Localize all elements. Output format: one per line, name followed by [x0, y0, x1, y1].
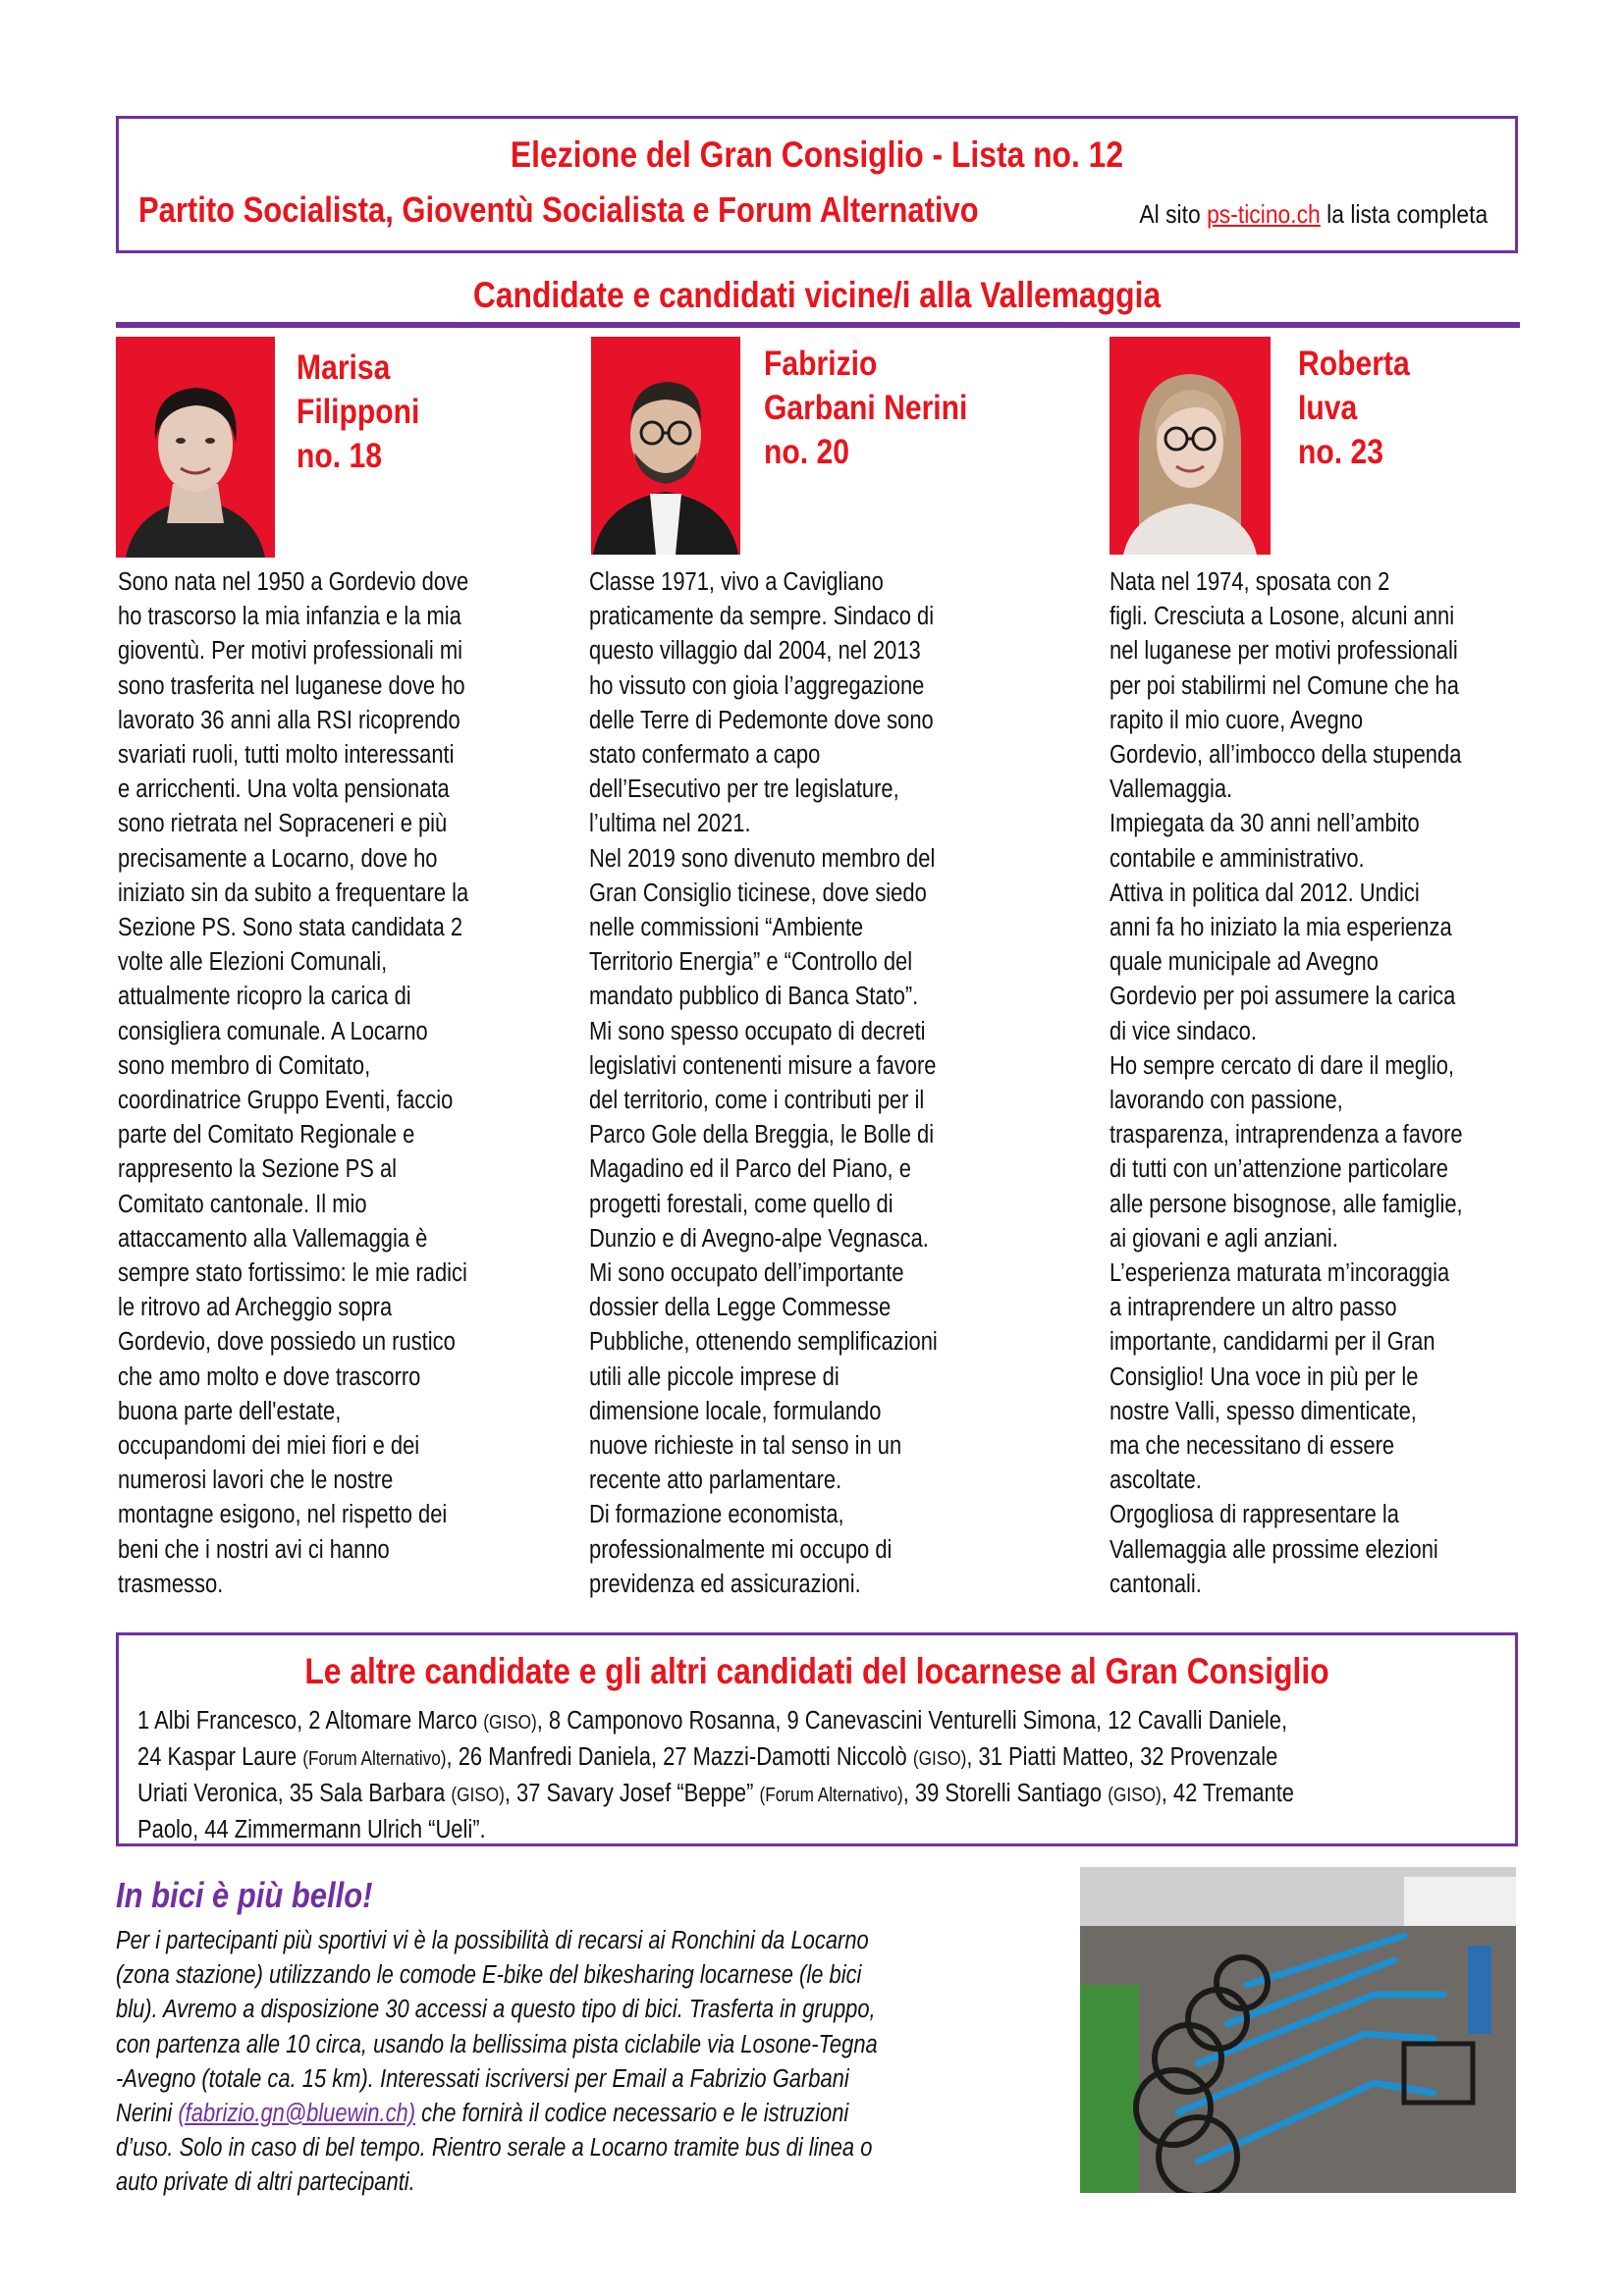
header-subtitle-row [138, 189, 1505, 231]
bici-line: Per i partecipanti più sportivi vi è la possibilità di recarsi ai Ronchini da Locarno [116, 1927, 869, 1954]
site-suffix: la lista completa [1326, 199, 1488, 229]
other-candidates-box [116, 1632, 1518, 1846]
bio-line: dossier della Legge Commesse [589, 1294, 892, 1322]
email-link[interactable]: (fabrizio.gn@bluewin.ch) [178, 2100, 416, 2128]
bio-line: sono membro di Comitato, [118, 1051, 371, 1080]
bio-line: ai giovani e agli anziani. [1110, 1224, 1338, 1253]
bio-line: Comitato cantonale. Il mio [118, 1190, 367, 1218]
candidate-last-name: Iuva [1298, 389, 1358, 427]
bio-line: Impiegata da 30 anni nell’ambito [1110, 810, 1420, 838]
bio-line: Parco Gole della Breggia, le Bolle di [589, 1121, 935, 1149]
bio-line: professionalmente mi occupo di [589, 1535, 893, 1564]
bio-line: che amo molto e dove trascorro [118, 1362, 421, 1391]
other-candidates-line [137, 1740, 1455, 1777]
bio-line: cantonali. [1110, 1570, 1202, 1598]
bio-line: trasparenza, intraprendenza a favore [1110, 1121, 1463, 1149]
candidate-text: , 26 Manfredi Daniela, 27 Mazzi-Damotti Niccolò [446, 1743, 913, 1771]
bio-line: importante, candidarmi per il Gran [1110, 1328, 1435, 1357]
bio-line: Gordevio, dove possiedo un rustico [118, 1328, 456, 1357]
bio-line: mandato pubblico di Banca Stato”. [589, 983, 919, 1011]
candidate-name-filipponi [297, 346, 419, 478]
bici-line: -Avegno (totale ca. 15 km). Interessati iscriversi per Email a Fabrizio Garbani [116, 2064, 849, 2093]
bici-line: d’uso. Solo in caso di bel tempo. Rientro serale a Locarno tramite bus di linea o [116, 2134, 873, 2163]
bio-line: ho vissuto con gioia l’aggregazione [589, 671, 925, 700]
candidate-number: no. 23 [1298, 433, 1383, 471]
bio-line: Nata nel 1974, sposata con 2 [1110, 568, 1390, 596]
bio-line: Sono nata nel 1950 a Gordevio dove [118, 568, 469, 596]
group-tag: (GISO) [1108, 1785, 1162, 1806]
other-candidates-line [137, 1813, 1455, 1847]
bio-line: quale municipale ad Avegno [1110, 948, 1379, 977]
bio-line: dell’Esecutivo per tre legislature, [589, 775, 899, 804]
bio-line: Vallemaggia. [1110, 775, 1233, 804]
bio-line: montagne esigono, nel rispetto dei [118, 1501, 448, 1529]
bio-line: Consiglio! Una voce in più per le [1110, 1362, 1419, 1391]
candidate-text: , 39 Storelli Santiago [902, 1780, 1109, 1807]
bio-line: e arricchenti. Una volta pensionata [118, 775, 450, 804]
bio-line: Magadino ed il Parco del Piano, e [589, 1155, 911, 1184]
bio-line: dimensione locale, formulando [589, 1397, 882, 1425]
candidate-text: Paolo, 44 Zimmermann Ulrich “Ueli”. [137, 1816, 486, 1843]
bio-line: lavorando con passione, [1110, 1087, 1343, 1115]
bio-line: di vice sindaco. [1110, 1017, 1257, 1045]
bio-line: di tutti con un’attenzione particolare [1110, 1155, 1449, 1184]
bio-line: buona parte dell'estate, [118, 1397, 342, 1425]
candidate-last-name: Filipponi [297, 393, 420, 431]
bio-line: occupandomi dei miei fiori e dei [118, 1432, 420, 1461]
bio-line: trasmesso. [118, 1570, 224, 1598]
bici-line: blu). Avremo a disposizione 30 accessi a questo tipo di bici. Trasferta in gruppo, [116, 1996, 876, 2024]
bio-line: numerosi lavori che le nostre [118, 1467, 394, 1495]
bio-line: iniziato sin da subito a frequentare la [118, 879, 469, 907]
bici-line: con partenza alle 10 circa, usando la bellissima pista ciclabile via Losone-Tegna [116, 2030, 878, 2058]
bici-title: In bici è più bello! [116, 1875, 373, 1915]
bio-line: Mi sono occupato dell’importante [589, 1259, 904, 1288]
bio-line: figli. Cresciuta a Losone, alcuni anni [1110, 603, 1455, 631]
candidate-first-name: Fabrizio [764, 345, 878, 383]
group-tag: (Forum Alternativo) [302, 1748, 447, 1770]
bio-line: anni fa ho iniziato la mia esperienza [1110, 914, 1452, 942]
candidate-last-name: Garbani Nerini [764, 389, 968, 427]
bio-line: Gran Consiglio ticinese, dove siedo [589, 879, 927, 907]
group-tag: (GISO) [483, 1712, 537, 1734]
bio-line: attualmente ricopro la carica di [118, 983, 411, 1011]
candidate-text: , 42 Tremante [1161, 1780, 1295, 1807]
candidate-photo-iuva [1110, 337, 1271, 555]
other-candidates-line [137, 1704, 1455, 1740]
bio-line: nuove richieste in tal senso in un [589, 1432, 902, 1461]
bio-line: sempre stato fortissimo: le mie radici [118, 1259, 467, 1288]
candidate-photo-garbani-nerini [591, 337, 740, 555]
bio-line: Vallemaggia alle prossime elezioni [1110, 1535, 1438, 1564]
bio-line: volte alle Elezioni Comunali, [118, 948, 388, 977]
candidate-bio-garbani-nerini [589, 565, 938, 1602]
bio-line: svariati ruoli, tutti molto interessanti [118, 741, 455, 770]
candidate-first-name: Roberta [1298, 345, 1410, 383]
bici-line: auto private di altri partecipanti. [116, 2168, 415, 2197]
bio-line: rapito il mio cuore, Avegno [1110, 706, 1364, 734]
bio-line: Gordevio per poi assumere la carica [1110, 983, 1456, 1011]
candidate-text: , 8 Camponovo Rosanna, 9 Canevascini Venturelli Simona, 12 Cavalli Daniele, [536, 1707, 1288, 1735]
bio-line: L’esperienza maturata m’incoraggia [1110, 1259, 1450, 1288]
other-candidates-title: Le altre candidate e gli altri candidati del locarnese al Gran Consiglio [304, 1651, 1329, 1691]
candidate-first-name: Marisa [297, 348, 391, 387]
bio-line: Orgogliosa di rappresentare la [1110, 1501, 1400, 1529]
candidate-text: , 37 Savary Josef “Beppe” [504, 1780, 760, 1807]
bio-line: rappresento la Sezione PS al [118, 1155, 398, 1184]
candidate-bio-iuva [1110, 565, 1463, 1602]
bio-line: ascoltate. [1110, 1467, 1202, 1495]
bio-line: stato confermato a capo [589, 741, 821, 770]
bio-line: Dunzio e di Avegno-alpe Vegnasca. [589, 1224, 929, 1253]
bio-line: l’ultima nel 2021. [589, 810, 751, 838]
bio-line: coordinatrice Gruppo Eventi, faccio [118, 1087, 454, 1115]
bio-line: nelle commissioni “Ambiente [589, 914, 864, 942]
candidate-number: no. 20 [764, 433, 849, 471]
bio-line: parte del Comitato Regionale e [118, 1121, 415, 1149]
bio-line: Territorio Energia” e “Controllo del [589, 948, 913, 977]
bio-line: delle Terre di Pedemonte dove sono [589, 706, 934, 734]
bici-text [116, 1924, 878, 2201]
other-candidates-list [137, 1704, 1455, 1847]
bio-line: Pubbliche, ottenendo semplificazioni [589, 1328, 938, 1357]
site-link[interactable]: ps-ticino.ch [1206, 199, 1321, 229]
bio-line: ho trascorso la mia infanzia e la mia [118, 603, 461, 631]
bio-line: del territorio, come i contributi per il [589, 1087, 925, 1115]
candidate-text: 24 Kaspar Laure [137, 1743, 303, 1771]
header-box [116, 116, 1518, 253]
bio-line: previdenza ed assicurazioni. [589, 1570, 861, 1598]
party-name: Partito Socialista, Gioventù Socialista e Forum Alternativo [138, 189, 979, 230]
candidate-text: 1 Albi Francesco, 2 Altomare Marco [137, 1707, 484, 1735]
bio-line: utili alle piccole imprese di [589, 1362, 839, 1391]
candidate-text: , 31 Piatti Matteo, 32 Provenzale [966, 1743, 1278, 1771]
bio-line: Attiva in politica dal 2012. Undici [1110, 879, 1420, 907]
bio-line: Di formazione economista, [589, 1501, 844, 1529]
bio-line: nostre Valli, spesso dimenticate, [1110, 1397, 1417, 1425]
candidate-number: no. 18 [297, 437, 382, 475]
candidate-name-garbani-nerini [764, 342, 967, 474]
bio-line: legislativi contenenti misure a favore [589, 1051, 937, 1080]
bio-line: a intraprendere un altro passo [1110, 1294, 1397, 1322]
bio-line: nel luganese per motivi professionali [1110, 637, 1458, 666]
bio-line: alle persone bisognose, alle famiglie, [1110, 1190, 1463, 1218]
bio-line: praticamente da sempre. Sindaco di [589, 603, 935, 631]
bio-line: lavorato 36 anni alla RSI ricoprendo [118, 706, 460, 734]
bio-line: precisamente a Locarno, dove ho [118, 844, 438, 873]
bio-line: gioventù. Per motivi professionali mi [118, 637, 463, 666]
site-note [1139, 199, 1488, 230]
bio-line: ma che necessitano di essere [1110, 1432, 1395, 1461]
section-divider [116, 322, 1520, 328]
bio-line: consigliera comunale. A Locarno [118, 1017, 428, 1045]
bio-line: per poi stabilirmi nel Comune che ha [1110, 671, 1459, 700]
candidate-bio-filipponi [118, 565, 468, 1602]
candidate-photo-filipponi [116, 337, 275, 558]
bio-line: questo villaggio dal 2004, nel 2013 [589, 637, 921, 666]
bici-line: (zona stazione) utilizzando le comode E-bike del bikesharing locarnese (le bici [116, 1961, 862, 1990]
bio-line: progetti forestali, come quello di [589, 1190, 893, 1218]
group-tag: (GISO) [451, 1785, 505, 1806]
bio-line: sono rietrata nel Sopraceneri e più [118, 810, 448, 838]
section-title: Candidate e candidati vicine/i alla Vallemaggia [472, 275, 1162, 315]
group-tag: (GISO) [912, 1748, 967, 1770]
site-prefix: Al sito [1139, 199, 1201, 229]
bio-line: Sezione PS. Sono stata candidata 2 [118, 914, 463, 942]
bio-line: attaccamento alla Vallemaggia è [118, 1224, 428, 1253]
group-tag: (Forum Alternativo) [759, 1785, 903, 1806]
bio-line: beni che i nostri avi ci hanno [118, 1535, 390, 1564]
bio-line: contabile e amministrativo. [1110, 844, 1365, 873]
bio-line: le ritrovo ad Archeggio sopra [118, 1294, 393, 1322]
bici-email-line: Nerini (fabrizio.gn@bluewin.ch) che fornirà il codice necessario e le istruzioni [116, 2100, 849, 2128]
bio-line: Mi sono spesso occupato di decreti [589, 1017, 926, 1045]
bio-line: Nel 2019 sono divenuto membro del [589, 844, 936, 873]
bio-line: sono trasferita nel luganese dove ho [118, 671, 465, 700]
other-candidates-line [137, 1777, 1455, 1813]
bio-line: recente atto parlamentare. [589, 1467, 842, 1495]
bio-line: Classe 1971, vivo a Cavigliano [589, 568, 884, 596]
candidate-text: Uriati Veronica, 35 Sala Barbara [137, 1780, 452, 1807]
bio-line: Gordevio, all’imbocco della stupenda [1110, 741, 1462, 770]
header-title: Elezione del Gran Consiglio - Lista no. 12 [510, 134, 1124, 175]
candidate-name-iuva [1298, 342, 1410, 474]
bike-sharing-photo [1080, 1867, 1516, 2193]
bio-line: Ho sempre cercato di dare il meglio, [1110, 1051, 1455, 1080]
